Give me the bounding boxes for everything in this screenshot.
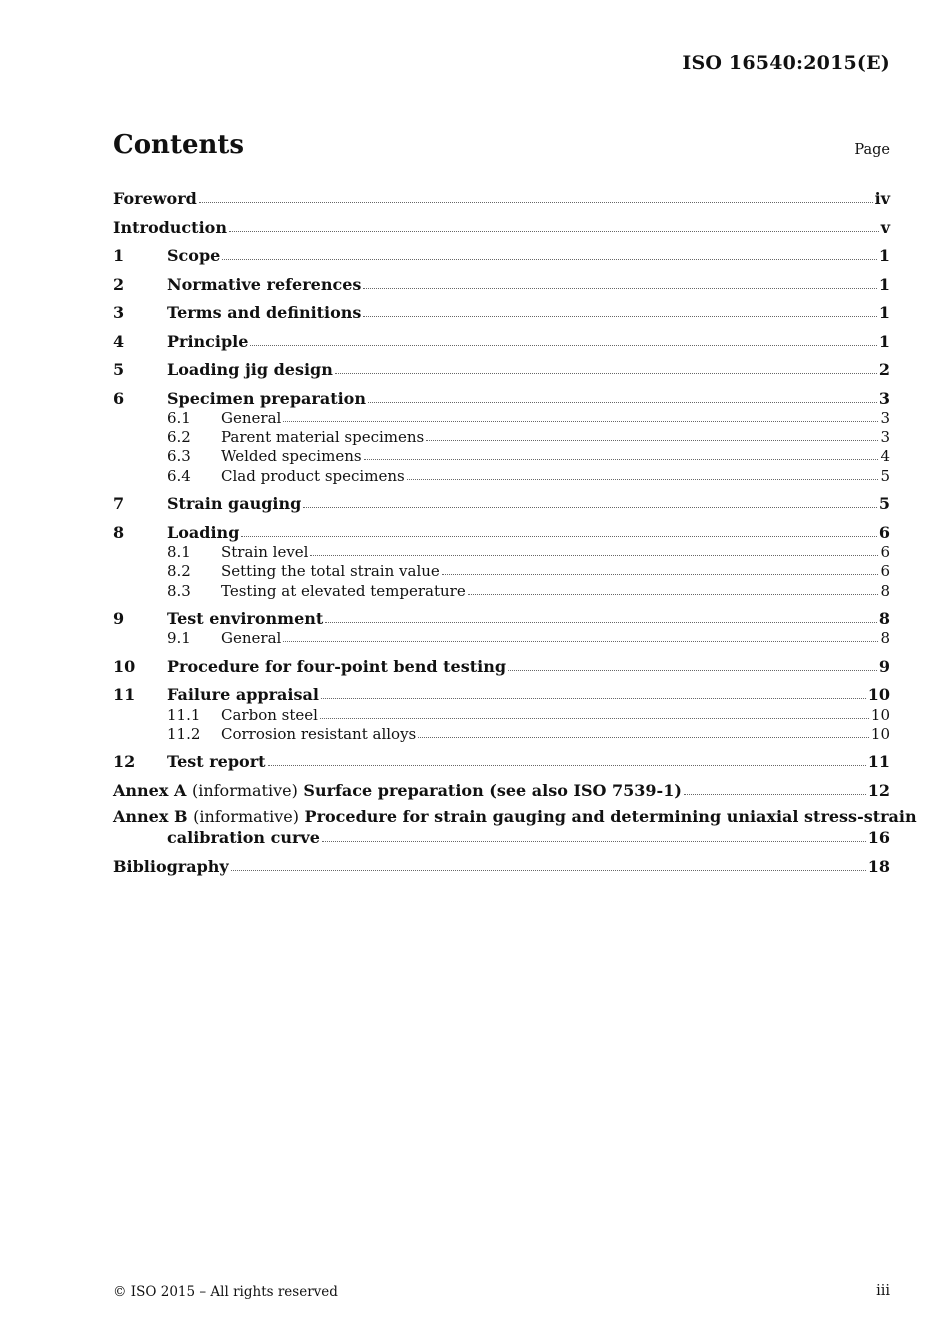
dot-leader [303,507,877,508]
annex-b-note: (informative) [193,807,299,827]
dot-leader [283,421,878,422]
dot-leader [368,402,877,403]
page-number: iii [876,1283,890,1299]
section-title: Loading jig design [167,360,333,379]
toc-entry[interactable] [113,628,890,647]
table-of-contents [113,185,917,876]
toc-entry[interactable] [113,681,890,704]
page-ref: 2 [878,360,890,379]
toc-entry[interactable] [113,185,890,208]
dot-leader [325,622,877,623]
section-title: Introduction [113,217,227,237]
toc-entry[interactable] [113,242,890,265]
page-ref: 1 [878,331,890,351]
page-ref: 3 [878,388,890,408]
page-ref: 10 [870,705,890,724]
toc-entry-annex-a[interactable] [113,777,890,800]
page-ref: 8 [880,581,890,600]
section-title: Scope [167,246,221,265]
dot-leader [426,440,878,441]
page-ref: 5 [880,466,890,485]
section-title: Welded specimens [221,447,362,466]
section-number: 1 [113,246,125,265]
section-number: 11 [113,685,136,705]
bibliography-title: Bibliography [113,856,229,876]
section-title: Testing at elevated temperature [221,581,466,600]
toc-entry[interactable] [113,328,890,351]
toc-entry-annex-b[interactable] [113,805,917,827]
page-ref: 1 [878,246,890,265]
toc-entry[interactable] [113,580,890,599]
contents-heading: Contents [113,130,245,160]
toc-entry[interactable] [113,724,890,743]
page-column-label: Page [854,142,890,158]
dot-leader [250,345,876,346]
section-title: Strain gauging [167,494,302,514]
dot-leader [363,316,876,317]
page-ref: v [880,217,890,237]
section-title: Specimen preparation [167,388,366,408]
dot-leader [321,698,866,699]
section-title: Parent material specimens [221,428,425,447]
section-number: 9 [113,609,125,629]
toc-entry[interactable] [113,704,890,723]
dot-leader [268,765,866,766]
section-title: Carbon steel [221,705,318,724]
annex-a-note: (informative) [191,780,298,800]
section-number: 4 [113,331,125,351]
toc-entry[interactable] [113,519,890,542]
toc-entry-bibliography[interactable] [113,853,890,876]
section-number: 6.3 [167,447,191,466]
toc-entries [113,185,890,771]
annex-b-page: 16 [867,828,890,848]
section-title: Clad product specimens [221,466,405,485]
page-ref: iv [874,189,890,208]
dot-leader [322,841,866,842]
section-number: 9.1 [167,629,191,648]
toc-entry[interactable] [113,214,890,237]
page-ref: 9 [878,656,890,676]
section-number: 6.2 [167,428,191,447]
page-ref: 6 [878,522,890,542]
section-title: Loading [167,522,240,542]
toc-entry[interactable] [113,299,890,322]
section-title: Procedure for four-point bend testing [167,656,507,676]
annex-a-heading [113,781,682,800]
toc-entry[interactable] [113,653,890,676]
toc-entry[interactable] [113,427,890,446]
copyright-notice: © ISO 2015 – All rights reserved [113,1284,338,1300]
dot-leader [320,718,869,719]
section-number: 8 [113,522,125,542]
section-number: 8.1 [167,542,191,561]
annex-a-label: Annex A [113,780,187,800]
section-title: Foreword [113,189,197,208]
dot-leader [231,870,866,871]
annex-a-page: 12 [867,780,890,800]
section-title: Test environment [167,609,324,629]
section-title: Corrosion resistant alloys [221,724,417,743]
section-title: Setting the total strain value [221,562,440,581]
page-ref: 8 [878,609,890,629]
dot-leader [468,594,879,595]
page-ref: 10 [867,685,890,705]
annex-b-label: Annex B [113,807,188,827]
page-ref: 8 [880,629,890,648]
section-title: Failure appraisal [167,685,319,705]
page-ref: 1 [878,274,890,294]
toc-entry[interactable] [113,605,890,628]
section-number: 6.4 [167,466,191,485]
dot-leader [684,794,866,795]
section-title: General [221,629,282,648]
annex-b-heading [113,807,917,826]
section-title: General [221,408,282,427]
toc-entry[interactable] [113,356,890,379]
annex-a-title: Surface preparation (see also ISO 7539-1) [303,780,682,800]
section-title: Test report [167,752,266,772]
toc-entry[interactable] [113,446,890,465]
dot-leader [364,459,879,460]
dot-leader [335,373,877,374]
section-number: 10 [113,656,136,676]
page-ref: 3 [880,428,890,447]
section-title: Terms and definitions [167,303,362,322]
dot-leader [442,574,879,575]
page-ref: 10 [870,724,890,743]
section-number: 2 [113,274,125,294]
dot-leader [199,202,873,203]
page-ref: 4 [880,447,890,466]
page-ref: 11 [867,752,890,772]
dot-leader [229,231,879,232]
section-number: 3 [113,303,125,322]
toc-entry[interactable] [113,490,890,513]
section-title: Normative references [167,274,362,294]
dot-leader [418,737,869,738]
toc-entry[interactable] [113,465,890,484]
dot-leader [407,479,879,480]
dot-leader [363,288,876,289]
document-id: ISO 16540:2015(E) [682,52,890,74]
dot-leader [222,259,877,260]
toc-entry[interactable] [113,408,890,427]
page-ref: 3 [880,408,890,427]
section-title: Strain level [221,542,309,561]
toc-entry[interactable] [113,561,890,580]
section-number: 7 [113,494,125,514]
page-ref: 1 [878,303,890,322]
toc-entry[interactable] [113,748,890,771]
bibliography-page: 18 [867,856,890,876]
page-ref: 6 [880,562,890,581]
section-title: Principle [167,331,249,351]
dot-leader [241,536,876,537]
section-number: 5 [113,360,125,379]
section-number: 6 [113,388,125,408]
section-number: 8.3 [167,581,191,600]
annex-b-title-line1: Procedure for strain gauging and determining uniaxial stress-strain [304,807,917,827]
dot-leader [310,555,878,556]
page-ref: 6 [880,542,890,561]
dot-leader [283,641,878,642]
section-number: 6.1 [167,408,191,427]
section-number: 8.2 [167,562,191,581]
toc-entry[interactable] [113,385,890,408]
page-ref: 5 [878,494,890,514]
toc-entry[interactable] [113,542,890,561]
section-number: 12 [113,752,136,772]
section-number: 11.2 [167,724,201,743]
toc-entry[interactable] [113,271,890,294]
section-number: 11.1 [167,705,201,724]
annex-b-title-line2: calibration curve [167,828,320,848]
dot-leader [508,670,877,671]
toc-entry-annex-b-continued[interactable] [113,826,890,847]
